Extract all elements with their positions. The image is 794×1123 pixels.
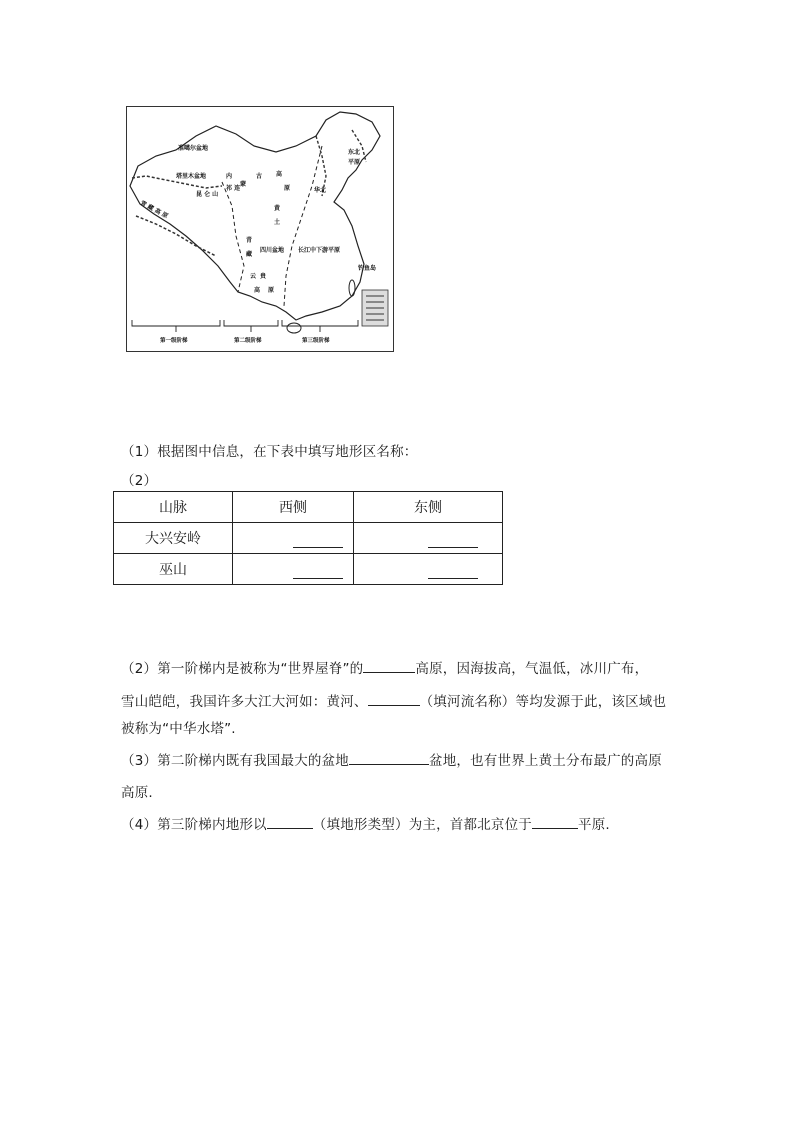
table-header-row — [114, 492, 503, 523]
row-mountain-name: 巫山 — [114, 554, 233, 585]
svg-text:黄: 黄 — [274, 205, 281, 212]
basin-answer-blank[interactable] — [349, 750, 429, 765]
svg-text:高: 高 — [254, 287, 261, 294]
terrain-type-answer-blank[interactable] — [267, 814, 313, 829]
step-label-1: 第一级阶梯 — [160, 338, 188, 344]
west-answer-blank[interactable] — [233, 523, 354, 554]
question-3-line-1: （3）第二阶梯内既有我国最大的盆地 盆地，也有世界上黄土分布最广的高原 — [121, 749, 662, 769]
plateau-answer-blank[interactable] — [363, 658, 415, 673]
east-answer-blank[interactable] — [354, 554, 503, 585]
svg-text:土: 土 — [274, 219, 281, 226]
svg-text:华北: 华北 — [314, 187, 327, 194]
plain-answer-blank[interactable] — [532, 814, 578, 829]
map-svg — [126, 106, 394, 352]
question-2-line-1: （2）第一阶梯内是被称为“世界屋脊”的 高原，因海拔高，气温低，冰川广布， — [121, 657, 648, 677]
svg-text:四川盆地: 四川盆地 — [260, 247, 285, 254]
svg-text:平原: 平原 — [348, 159, 361, 166]
question-3-line-2: 高原. — [121, 785, 153, 801]
svg-text:藏: 藏 — [246, 251, 253, 258]
question-2-line-2: 雪山皑皑，我国许多大江大河如：黄河、 （填河流名称）等均发源于此，该区域也 — [121, 690, 666, 710]
svg-text:青: 青 — [246, 237, 253, 244]
east-answer-blank[interactable] — [354, 523, 503, 554]
step-label-2: 第二级阶梯 — [234, 338, 262, 344]
header-east: 东侧 — [354, 492, 503, 523]
terrain-table — [113, 491, 503, 585]
svg-text:蒙: 蒙 — [240, 181, 247, 188]
svg-text:昆 仑 山: 昆 仑 山 — [196, 191, 219, 198]
svg-text:原: 原 — [268, 287, 275, 294]
question-2-line-3: 被称为“中华水塔”. — [121, 721, 236, 737]
west-answer-blank[interactable] — [233, 554, 354, 585]
question-1-sub: （2） — [121, 473, 158, 489]
step-label-3: 第三级阶梯 — [302, 338, 330, 344]
svg-text:高: 高 — [276, 171, 283, 178]
header-mountain: 山脉 — [114, 492, 233, 523]
table-row — [114, 554, 503, 585]
svg-text:东北: 东北 — [348, 149, 361, 156]
svg-text:准噶尔盆地: 准噶尔盆地 — [178, 145, 209, 152]
svg-text:贵: 贵 — [260, 273, 267, 280]
row-mountain-name: 大兴安岭 — [114, 523, 233, 554]
svg-text:青 藏 高 原: 青 藏 高 原 — [139, 199, 170, 220]
question-1-text: （1）根据图中信息，在下表中填写地形区名称： — [121, 444, 418, 460]
river-answer-blank[interactable] — [368, 691, 420, 706]
svg-text:塔里木盆地: 塔里木盆地 — [176, 173, 207, 180]
svg-text:长江中下游平原: 长江中下游平原 — [298, 247, 341, 254]
svg-text:祁 连: 祁 连 — [226, 185, 241, 192]
svg-text:古: 古 — [256, 173, 263, 180]
svg-text:云: 云 — [250, 273, 257, 280]
svg-text:钓鱼岛: 钓鱼岛 — [358, 265, 377, 272]
table-row — [114, 523, 503, 554]
china-terrain-map — [126, 106, 394, 352]
svg-text:原: 原 — [284, 185, 291, 192]
header-west: 西侧 — [233, 492, 354, 523]
question-4-line: （4）第三阶梯内地形以 （填地形类型）为主，首都北京位于 平原. — [121, 813, 610, 833]
svg-text:内: 内 — [226, 173, 233, 180]
